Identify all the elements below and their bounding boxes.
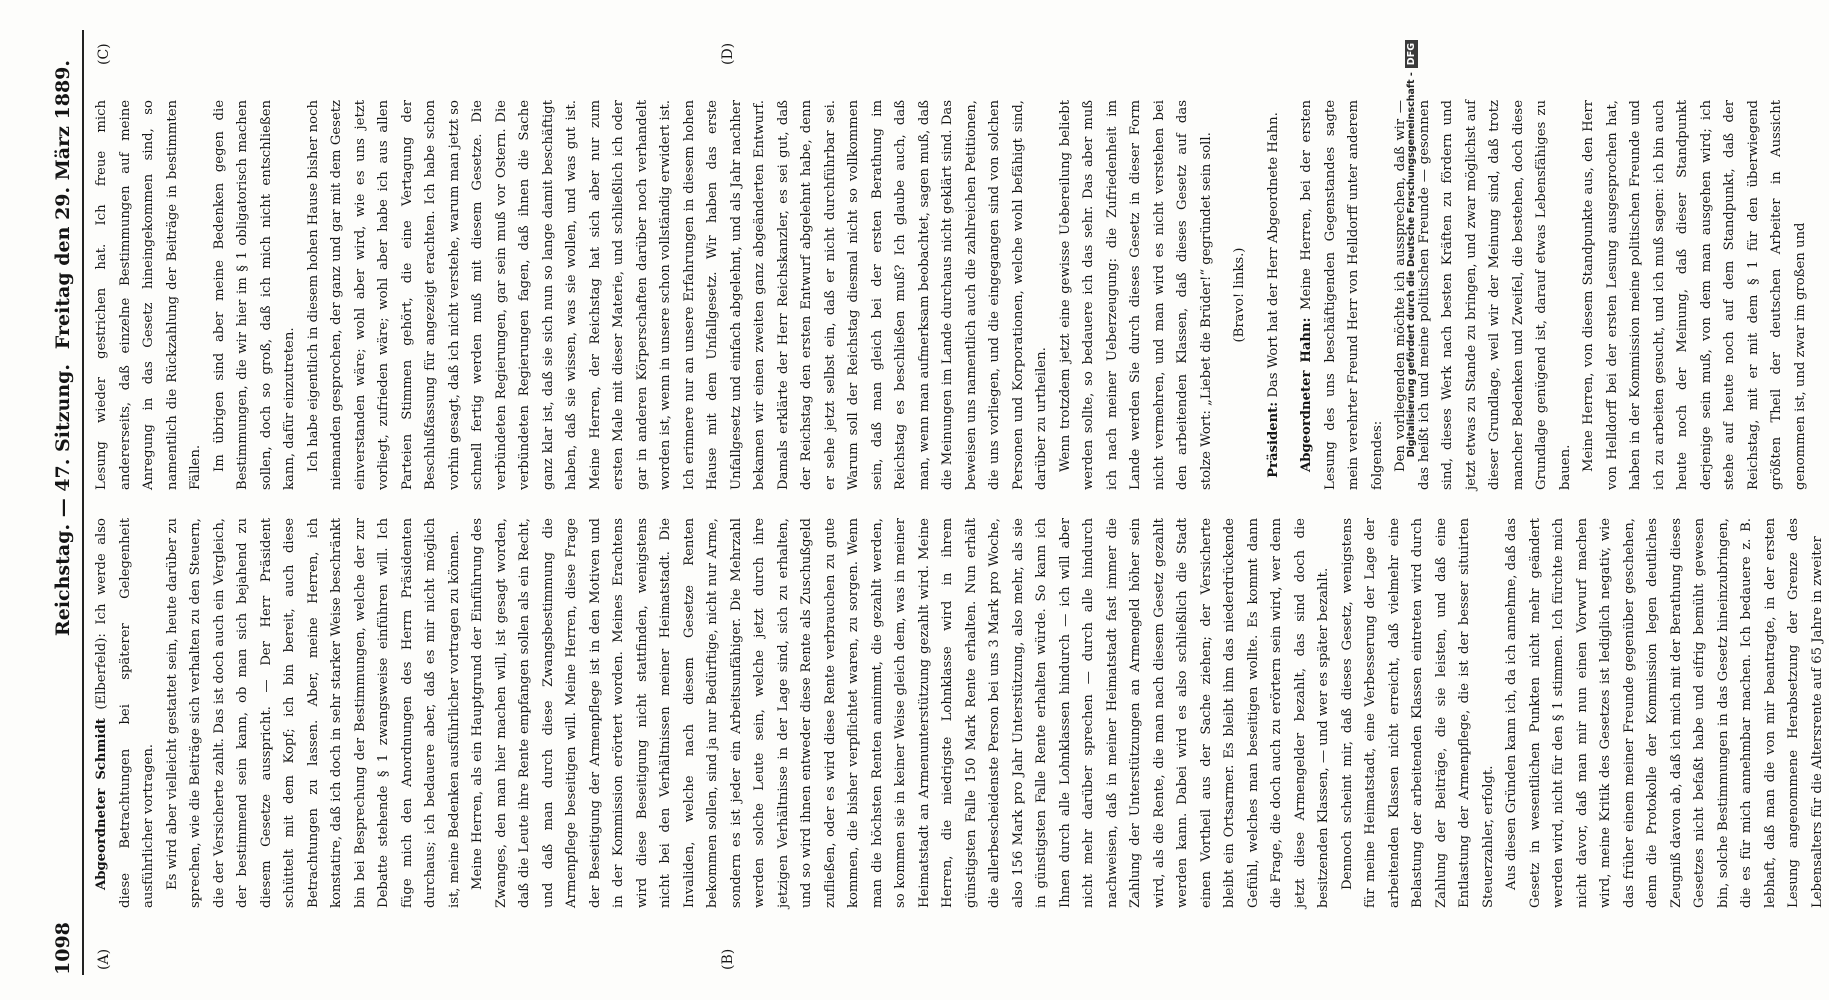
paragraph-text: Meine Herren, als ein Hauptgrund der Einführung des Zwanges, den man hier machen will, ist gesagt worden, daß die Leute ihre Rente empfangen sollen als ein Recht, und daß man durch diese Zwangsbestimmung die Armenpflege beseitigen will. Meine Herren, diese Frage der Beseitigung der Armenpflege ist in den Motiven und in der Kommission erörtert worden. Meines Erachtens wird diese Beseitigung nicht stattfinden, wenigstens nicht bei den Verhältnissen meiner Heimatstadt. Die Invaliden, welche nach diesem Gesetze Renten bekommen sollen, sind ja nur Bedürftige, nicht nur Arme, sondern es ist jeder ein Arbeitsunfähiger. Die Mehrzahl werden solche Leute sein, welche jetzt durch ihre jetzigen Verhältnisse in der Lage sind, sich zu erhalten, und so wird ihnen entweder diese Rente als Zuschußgeld zufließen, oder es wird diese Rente verbrauchen zu gute kommen, die bisher verpflichtet waren, zu sorgen. Wenn man die höchsten Renten annimmt, die gezahlt werden, so kommen sie in keiner Weise gleich dem, was in meiner Heimatstadt an Armenunterstützung gezahlt wird. Meine Herren, die niedrigste Lohnklasse wird in ihrem günstigsten Falle 150 Mark Rente erhalten. Nun erhält die allerbescheidenste Person bei uns 3 Mark pro Woche, also 156 Mark pro Jahr Unterstützung, also mehr, als sie in günstigsten Falle Rente erhalten würde. So kann ich Ihnen durch alle Lohnklassen hindurch — ich will aber nicht mehr darüber sprechen — durch alle hindurch nachweisen, daß in meiner Heimatstadt fast immer die Zahlung der Unterstützungen an Armengeld höher sein wird, als die Rente, die man nach diesem Gesetz gezahlt werden kann. Dabei wird es also schließlich die Stadt einen Vortheil aus der Sache ziehen; der Versicherte bleibt ein Ortsarmer. Es bleibt ihm das niederdrückende Gefühl, welches man beseitigen wollte. Es kommt dann die Frage, die doch auch zu erörtern sein wird, wer denn jetzt diese Armengelder bezahlt, das sind doch die besitzenden Klassen, — und wer es später bezahlt. <box>470 518 1331 908</box>
footer-text: Digitalisierung gefördert durch die Deutsche Forschungsgemeinschaft - <box>1406 72 1417 458</box>
paragraph-text: Es wird aber vielleicht gestattet sein, heute darüber zu sprechen, wie die Beiträge sich verhalten zu den Steuern, die der Versicherte zahlt. Das ist doch auch ein Vergleich, der bestimmend sein kann, ob man sich bejahend zu diesem Gesetze ausspricht. — Der Herr Präsident schüttelt mit dem Kopf; ich bin bereit, auch diese Betrachtungen zu lassen. Aber, meine Herren, ich konstatire, daß ich doch in sehr starker Weise beschränkt bin bei Besprechung der Bestimmungen, welche der zur Debatte stehende § 1 zwangsweise einführen will. Ich füge mich den Anordnungen des Herrn Präsidenten durchaus; ich bedauere aber, daß es mir nicht möglich ist, meine Bedenken ausführlicher vortragen zu können. <box>164 518 462 908</box>
paragraph <box>1228 100 1252 490</box>
paragraph-text: Meine Herren, von diesem Standpunkte aus, den Herr von Helldorff bei der ersten Lesung ausgesprochen hat, haben in der Kommission meine politischen Freunde und ich zu arbeiten gesucht, und ich muß sagen: ich bin auch heute noch der Meinung, daß dieser Standpunkt derjenige sein muß, von dem man ausgehen wird; ich stehe auf heute noch auf dem Standpunkt, daß der Reichstag, mit er mit dem § 1 für den überwiegend größten Theil der deutschen Arbeiter in Aussicht genommen ist, und zwar im großen und <box>1581 100 1808 490</box>
paragraph <box>90 100 208 490</box>
paragraph-text: Aus diesen Gründen kann ich, da ich annehme, daß das Gesetz in wesentlichen Punkten nicht mehr geändert werden wird, nicht für den § 1 stimmen. Ich fürchte mich nicht davor, daß man mir nun einen Vorwurf machen wird, meine Kritik des Gesetzes ist lediglich negativ, wie das früher einem meiner Freunde gegenüber geschehen, denn die Protokolle der Kommission legen deutliches Zeugniß davon ab, daß ich mich mit der Berathung dieses Gesetzes nicht befaßt habe und eifrig bemüht gewesen bin, solche Bestimmungen in das Gesetz hineinzubringen, die es für mich annehmbar machen. Ich bedauere z. B. lebhaft, daß man die von mir beantragte, in der ersten Lesung angenommene Herabsetzung der Grenze des Lebensalters für die Altersrente auf 65 Jahre in zweiter <box>1504 518 1825 908</box>
speaker-name: Abgeordneter Schmidt <box>94 718 109 890</box>
marker-a: (A) <box>96 948 112 970</box>
paragraph <box>90 518 161 908</box>
paragraph-text: Lesung wieder gestrichen hat. Ich freue mich andererseits, daß einzelne Bestimmungen auf meine Anregung in das Gesetz hineingekommen sind, so namentlich die Rückzahlung der Beiträge in bestimmten Fällen. <box>94 100 203 490</box>
marker-b: (B) <box>720 948 736 970</box>
paragraph-text: Das Wort hat der Herr Abgeordnete Hahn. <box>1265 112 1281 398</box>
marker-c: (C) <box>96 43 112 65</box>
dfg-logo: DFG <box>1405 40 1418 68</box>
paragraph <box>161 518 467 908</box>
paragraph-text: Meine Herren, bei der ersten Lesung des uns beschäftigenden Gegenstandes sagte mein verehrter Freund Herr von Helldorff unter anderem folgendes: <box>1299 99 1385 490</box>
paragraph-text: Dennoch scheint mir, daß dieses Gesetz, wenigstens für meine Heimatstadt, eine Verbesserung der Lage der arbeitenden Klassen nicht erreicht, daß vielmehr eine Belastung der arbeitenden Klassen eintreten wird durch Zahlung der Beiträge, die sie leisten, und daß eine Entlastung der Armenpflege, die ist der besser situirten Steuerzahler, erfolgt. <box>1339 518 1496 908</box>
left-column <box>90 518 1829 908</box>
page-date: Freitag den 29. März 1889. <box>52 60 74 350</box>
paragraph-text: Ich habe eigentlich in diesem hohen Hause bisher noch niemanden gesprochen, der ganz und gar mit dem Gesetz einverstanden wäre; wohl aber wird, wie es uns jetzt vorliegt, zufrieden wäre; wohl aber habe ich aus allen Parteien Stimmen gehört, die eine Vertagung der Beschlußfassung für angezeigt erachten. Ich habe schon vorhin gesagt, daß ich nicht verstehe, warum man jetzt so schnell fertig werden muß mit diesem Gesetze. Die verbündeten Regierungen, gar sein muß vor Ostern. Die verbündeten Regierungen fagen, daß ihnen die Sache ganz klar ist, daß sie sich nun so lange damit beschäftigt haben, daß sie wissen, was sie wollen, und was gut ist. Meine Herren, der Reichstag hat sich aber nur zum ersten Male mit dieser Materie, und schließlich ich oder gar in anderen Körperschaften darüber noch verhandelt worden ist, wenn in unsere schon vollständig erwidert ist. Ich erinnere nur an unsere Erfahrungen in diesem hohen Hause mit dem Unfallgesetz. Wir haben das erste Unfallgesetz und einfach abgelehnt, und als Jahr nachher bekamen wir einen zweiten ganz abgeänderten Entwurf. Damals erklärte der Herr Reichskanzler, es sei gut, daß der Reichstag den ersten Entwurf abgelehnt habe, denn er sehe jetzt selbst ein, daß er nicht durchführbar sei. Warum soll der Reichstag diesmal nicht so vollkommen sein, daß man gleich bei der ersten Berathung im Reichstag es beschließen muß? Ich glaube auch, daß man, wenn man aufmerksam beobachtet, sagen muß, daß die Meinungen im Lande durchaus nicht geklärt sind. Das beweisen uns namentlich auch die zahlreichen Petitionen, die uns vorliegen, und die eingegangen sind von solchen Personen und Korporationen, welche wohl befähigt sind, darüber zu urtheilen. <box>305 100 1049 490</box>
paragraph <box>1500 518 1829 908</box>
paragraph <box>1577 100 1812 490</box>
paragraph-text: (Elberfeld): Ich werde also diese Betrachtungen bei späterer Gelegenheit ausführlicher vortragen. <box>94 518 156 908</box>
paragraph-text: Wenn trotzdem jetzt eine gewisse Uebereilung beliebt werden sollte, so bedauere ich das sehr. Das aber muß ich nach meiner Ueberzeugung: die Zufriedenheit im Lande werden Sie durch dieses Gesetz in dieser Form nicht vermehren, und man wird es nicht verstehen bei den arbeitenden Klassen, daß dieses Gesetz auf das stolze Wort: „Liebet die Brüder!“ gegründet sein soll. <box>1057 100 1214 490</box>
digitization-footer <box>1405 0 1418 1000</box>
speaker-name: Abgeordneter Hahn: <box>1299 317 1314 472</box>
paragraph-text: (Bravo! links.) <box>1232 247 1247 343</box>
paragraph <box>1262 100 1286 490</box>
paragraph <box>1054 100 1219 490</box>
paragraph-text: Im übrigen sind aber meine Bedenken gegen die Bestimmungen, die wir hier im § 1 obligatorisch machen sollen, doch so groß, daß ich mich nicht entschließen kann, dafür einzutreten. <box>211 100 297 490</box>
page-number: 1098 <box>52 922 74 975</box>
speaker-name: Präsident: <box>1265 401 1281 478</box>
marker-d: (D) <box>720 42 736 65</box>
page-title: Reichstag. — 47. Sitzung. <box>52 363 74 637</box>
paragraph <box>1295 100 1389 490</box>
paragraph <box>208 100 302 490</box>
paragraph <box>302 100 1054 490</box>
header-rule <box>82 30 84 975</box>
paragraph-text: Den vorliegenden möchte ich aussprechen, daß wir — das heißt ich und meine politischen Freunde — gesonnen sind, dieses Werk nach besten Kräften zu fördern und jetzt etwas zu Stande zu bringen, und zwar möglichst auf dieser Grundlage, weil wir der Meinung sind, daß trotz mancher Bedenken und Zweifel, die bestehen, doch diese Grundlage genügend ist, darauf etwas Lebensfähiges zu bauen. <box>1393 100 1573 490</box>
paragraph <box>466 518 1336 908</box>
right-column <box>90 100 1812 490</box>
